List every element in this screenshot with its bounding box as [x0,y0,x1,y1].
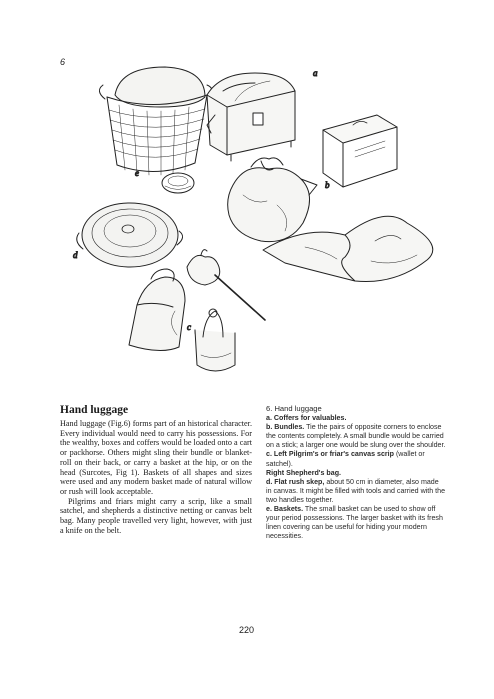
article-body [60,419,252,535]
figure-label-b: b [325,180,330,190]
caption-item [266,478,446,505]
figure-caption [266,404,446,541]
article-paragraph: Hand luggage (Fig.6) forms part of an historical character. Every individual would need to carry his possessions. For the wealthy, boxes and coffers would be loaded onto a cart or packhorse. Others might sling their bundle or blanket-roll on their back, or carry a basket at the hip, or on the head (Surcotes, Fig 1). Baskets of all shapes and sizes were used and any modern basket made of natural willow or rush will look acceptable. [60,419,252,496]
pilgrims-scrip-drawing [129,269,185,351]
figure-label-a: a [313,68,318,78]
article-paragraph: Pilgrims and friars might carry a scrip, like a small satchel, and shepherds a distinctive netting or canvas belt bag. Many people travelled very light, however, with just a knife on the belt. [60,496,252,535]
figure-label-c: c [187,322,191,332]
caption-text: The small basket can be used to show off your period possessions. The larger basket with its fresh linen covering can be useful for hiding your modern necessities. [266,505,443,541]
hand-luggage-illustration [55,55,445,400]
small-box-drawing [323,115,397,187]
caption-term: b. Bundles. [266,423,305,432]
figure-number: 6 [60,57,66,67]
caption-term: e. Baskets. [266,505,304,514]
caption-text: about 50 cm in diameter, also made in canvas. It might be filled with tools and carried with the two handles together. [266,477,446,504]
figure-label-e: e [135,168,139,178]
small-basket-drawing [162,173,194,193]
round-bundle-drawing [228,158,317,242]
page-number: 220 [239,625,255,635]
caption-item [266,505,446,541]
bundle-on-stick-drawing [187,250,265,320]
caption-title: 6. Hand luggage [266,404,322,413]
article-heading: Hand luggage [60,404,129,416]
caption-term: d. Flat rush skep, [266,477,325,486]
caption-text: (wallet or satchel). [266,450,425,468]
shepherds-bag-drawing [195,309,235,371]
caption-term: c. Left Pilgrim's or friar's canvas scrip [266,450,394,459]
caption-term: a. Coffers for valuables. [266,414,347,423]
figure-label-d: d [73,250,78,260]
large-basket-drawing [99,67,212,175]
rush-skep-drawing [77,203,183,267]
caption-term: Right Shepherd's bag. [266,468,341,477]
caption-item [266,450,446,468]
caption-item [266,469,446,478]
domed-coffer-drawing [207,73,295,161]
caption-item [266,423,446,450]
caption-text: Tie the pairs of opposite corners to enclose the contents completely. A small bundle would be carried on a stick; a larger one would be slung over the shoulder. [266,423,446,450]
caption-item [266,414,446,423]
